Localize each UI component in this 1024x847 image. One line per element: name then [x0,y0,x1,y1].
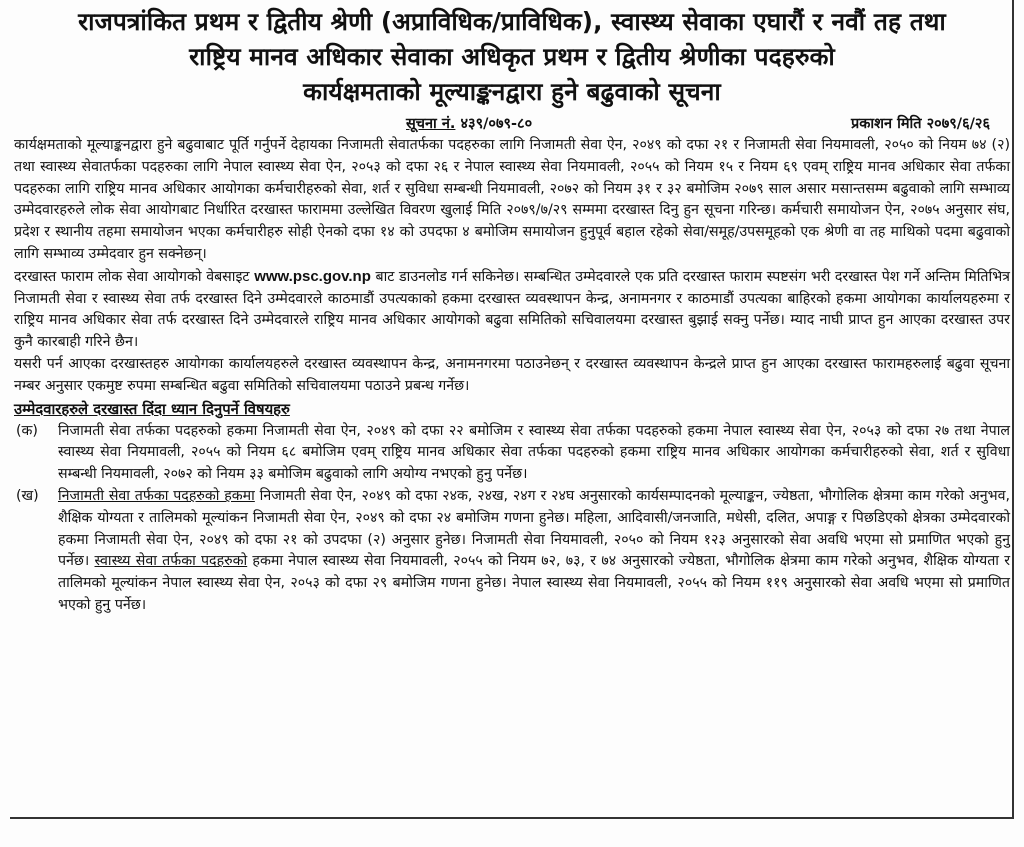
para2-text-after-url: बाट डाउनलोड गर्न सकिनेछ। सम्बन्धित उम्मेदवारले एक प्रति दरखास्त फाराम स्पष्टसंग भरी दरखास्त पेश गर्ने अन्तिम मितिभित्र निजामती सेवा र स्वास्थ्य सेवा तर्फ दरखास्त दिने उम्मेदवारले काठमाडौं उपत्यकाको हकमा दरखास्त व्यवस्थापन केन्द्र, अनामनगर र काठमाडौं उपत्यका बाहिरको हकमा आयोगका कार्यालयहरुमा र राष्ट्रिय मानव अधिकार सेवा तर्फ दरखास्त दिने उम्मेदवारले राष्ट्रिय मानव अधिकार आयोगको बढुवा समितिको सचिवालयमा दरखास्त बुझाई सक्नु पर्नेछ। म्याद नाघी प्राप्त हुन आएका दरखास्त उपर कुनै कारबाही गरिने छैन। [14,268,1011,351]
paragraph-forwarding: यसरी पर्न आएका दरखास्तहरु आयोगका कार्यालयहरुले दरखास्त व्यवस्थापन केन्द्र, अनामनगरमा पठाउनेछन् र दरखास्त व्यवस्थापन केन्द्रले प्राप्त हुन आएका दरखास्त फारामहरुलाई बढुवा सूचना नम्बर अनुसार एकमुष्ट रुपमा सम्बन्धित बढुवा समितिको सचिवालयमा पठाउने प्रबन्ध गर्नेछ। [14,355,1010,394]
title-line-3: कार्यक्षमताको मूल्याङ्कनद्वारा हुने बढुवाको सूचना [303,77,721,106]
item-kha-health-service-heading: स्वास्थ्य सेवा तर्फका पदहरुको [94,553,248,570]
paragraph-application-call: कार्यक्षमताको मूल्याङ्कनद्वारा हुने बढुवाबाट पूर्ति गर्नुपर्ने देहायका निजामती सेवातर्फका पदहरुका लागि निजामती सेवा ऐन, २०४९ को दफा २१ र निजामती सेवा नियमावली, २०५० को नियम ७४ (२) तथा स्वास्थ्य सेवातर्फका पदहरुका लागि नेपाल स्वास्थ्य सेवा ऐन, २०५३ को दफा २६ र नेपाल स्वास्थ्य सेवा नियमावली, २०५५ को नियम १५ र नियम ६९ एवम् राष्ट्रिय मानव अधिकार सेवा तर्फका पदहरुका लागि राष्ट्रिय मानव अधिकार आयोगका कर्मचारीहरुको सेवा, शर्त र सुविधा सम्बन्धी नियमावली, २०७२ को नियम ३१ र ३२ बमोजिम २०७९ साल असार मसान्तसम्म बढुवाको लागि सम्भाव्य उम्मेदवारहरुले लोक सेवा आयोगबाट निर्धारित दरखास्त फाराममा उल्लेखित विवरण खुलाई मिति २०७९/७/२९ सम्ममा दरखास्त दिनु हुन सूचना गरिन्छ। कर्मचारी समायोजन ऐन, २०७५ अनुसार संघ, प्रदेश र स्थानीय तहमा समायोजन भएका कर्मचारीहरु सोही ऐनको दफा १४ को उपदफा ४ बमोजिम समायोजन हुनुपूर्व बहाल रहेको सेवा/समूह/उपसमूहको एक श्रेणी वा तह माथिको पदमा बढुवाको लागि सम्भाव्य उम्मेदवार हुन सक्नेछन्। [14,137,1010,262]
instruction-item-kha [14,486,1010,617]
publish-date-label: प्रकाशन मिति [851,116,922,132]
notice-number: ४३९/०७९-८० [460,116,533,132]
frame-border-bottom [10,817,1014,819]
item-ka-text: निजामती सेवा तर्फका पदहरुको हकमा निजामती सेवा ऐन, २०४९ को दफा २२ बमोजिम र स्वास्थ्य सेवा तर्फका पदहरुको हकमा नेपाल स्वास्थ्य सेवा ऐन, २०५३ को दफा २७ तथा नेपाल स्वास्थ्य सेवा नियमावली, २०५५ को नियम ६८ बमोजिम एवम् राष्ट्रिय मानव अधिकार सेवा तर्फका पदहरुको हकमा राष्ट्रिय मानव अधिकार आयोगका कर्मचारीहरुको सेवा, शर्त र सुविधा सम्बन्धी नियमावली, २०७२ को नियम ३३ बमोजिम बढुवाको लागि अयोग्य नभएको हुनु पर्नेछ। [58,422,1010,483]
item-kha-health-service-text: हकमा नेपाल स्वास्थ्य सेवा नियमावली, २०५५ को नियम ७२, ७३, र ७४ अनुसारको ज्येष्ठता, भौगोलिक क्षेत्रमा काम गरेको अनुभव, शैक्षिक योग्यता र तालिमको मूल्यांकन नेपाल स्वास्थ्य सेवा ऐन, २०५३ को दफा २९ बमोजिम गणना हुनेछ। नेपाल स्वास्थ्य सेवा नियमावली, २०५५ को नियम ११९ अनुसारको सेवा अवधि भएमा सो प्रमाणित भएको हुनु पर्नेछ। [58,553,1011,613]
notice-header [14,4,1010,135]
title-line-2: राष्ट्रिय मानव अधिकार सेवाका अधिकृत प्रथम र द्वितीय श्रेणीका पदहरुको [189,42,835,71]
title-line-1: राजपत्रांकित प्रथम र द्वितीय श्रेणी (अप्राविधिक/प्राविधिक), स्वास्थ्य सेवाका एघारौं र नवौं तह तथा [78,7,946,36]
paragraph-form-submission [14,266,1010,354]
notice-number-label: सूचना नं. [406,116,456,132]
notice-meta-row [14,113,1010,135]
notice-body [14,135,1010,398]
item-marker-kha: (ख) [16,487,39,504]
para2-text-before-url: दरखास्त फाराम लोक सेवा आयोगको वेबसाइट [14,268,250,285]
candidate-instructions [14,399,1010,617]
notice-number-block [406,113,532,133]
instruction-item-ka [14,421,1010,486]
instructions-heading: उम्मेदवारहरुले दरखास्त दिंदा ध्यान दिनुपर्ने विषयहरु [14,400,290,418]
psc-website-link[interactable]: www.psc.gov.np [254,267,371,285]
item-kha-civil-service-heading: निजामती सेवा तर्फका पदहरुको हकमा [58,487,255,504]
publish-date: २०७९/६/२६ [926,116,990,132]
item-marker-ka: (क) [16,422,38,439]
item-kha-civil-service-text: निजामती सेवा ऐन, २०४९ को दफा २४क, २४ख, २४ग र २४घ अनुसारको कार्यसम्पादनको मूल्याङ्कन, ज्येष्ठता, भौगोलिक क्षेत्रमा काम गरेको अनुभव, शैक्षिक योग्यता र तालिमको मूल्यांकन निजामती सेवा ऐन, २०४९ को दफा २४ बमोजिम गणना हुनेछ। महिला, आदिवासी/जनजाति, मधेसी, दलित, अपाङ्ग र पिछडिएको क्षेत्रका उम्मेदवारको हकमा निजामती सेवा ऐन, २०४९ को दफा २१ को उपदफा (२) अनुसार हुनेछ। निजामती सेवा नियमावली, २०५० को नियम १२३ अनुसारको सेवा अवधि भएमा सो प्रमाणित भएको हुनु पर्नेछ। [58,487,1011,570]
publish-date-block [851,113,990,133]
frame-border-right [1012,0,1014,819]
